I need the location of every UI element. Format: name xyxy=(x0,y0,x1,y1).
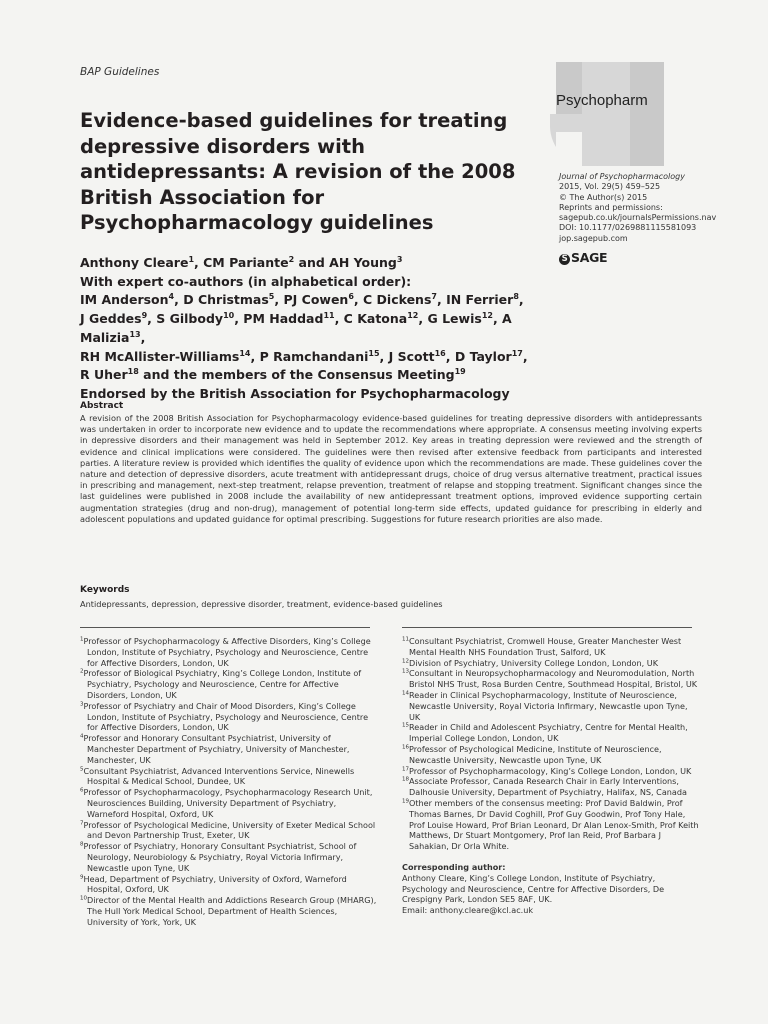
author-line: R Uher$^{18}$ and the members of the Consensus Meeting$^{19}$ xyxy=(80,367,466,383)
publisher-name: SAGE xyxy=(571,250,608,265)
journal-info xyxy=(559,172,716,244)
affiliation: $^{17}$Professor of Psychopharmacology, King’s College London, London, UK xyxy=(402,765,692,776)
copyright: © The Author(s) 2015 xyxy=(559,192,648,202)
affiliation: $^{12}$Division of Psychiatry, University College London, London, UK xyxy=(402,657,659,668)
journal-name: Journal of Psychopharmacology xyxy=(559,172,685,181)
author-line: J Geddes$^9$, S Gilbody$^{10}$, PM Haddad$^{11}$, C Katona$^{12}$, G Lewis$^{12}$, A Malizia$^{13}$, xyxy=(80,310,512,345)
article-title: Evidence-based guidelines for treating depressive disorders with antidepressants: A revision of the 2008 British Association for Psychopharmacology guidelines xyxy=(80,109,516,234)
affiliation: $^{16}$Professor of Psychological Medicine, Institute of Neuroscience, Newcastle University, Newcastle upon Tyne, UK xyxy=(402,743,662,765)
affiliation: $^4$Professor and Honorary Consultant Psychiatrist, University of Manchester Department of Psychiatry, University of Manchester, Manchester, UK xyxy=(80,733,350,765)
affiliation: $^{11}$Consultant Psychiatrist, Cromwell House, Greater Manchester West Mental Health NHS Foundation Trust, Salford, UK xyxy=(402,636,682,657)
footnote-rule-left xyxy=(80,627,370,628)
affiliations-right xyxy=(402,636,700,916)
affiliation: $^{19}$Other members of the consensus meeting: Prof David Baldwin, Prof Thomas Barnes, Dr David Coghill, Prof Guy Goodwin, Prof Tony Hale, Prof Louise Howard, Prof Brian Leonard, Dr Alan Lenox-Smith, Prof Keith Matthews, Dr Stuart Montgomery, Prof Ian Reid, Prof Barbara J Sahakian, Dr Orla White. xyxy=(402,797,699,852)
footnote-rule-right xyxy=(402,627,692,628)
keywords-text: Antidepressants, depression, depressive disorder, treatment, evidence-based guidelines xyxy=(80,599,443,609)
reprints-label: Reprints and permissions: xyxy=(559,202,663,212)
reprints-link[interactable]: sagepub.co.uk/journalsPermissions.nav xyxy=(559,213,717,223)
journal-logo-text: Psychopharm xyxy=(556,92,648,109)
journal-logo xyxy=(556,62,664,166)
affiliations-left xyxy=(80,636,380,928)
affiliation: $^2$Professor of Biological Psychiatry, King’s College London, Institute of Psychiatry, Psychology and Neuroscience, Centre for Affective Disorders, London, UK xyxy=(80,668,362,700)
affiliation: $^1$Professor of Psychopharmacology & Affective Disorders, King’s College London, Institute of Psychiatry, Psychology and Neuroscience, Centre for Affective Disorders, London, UK xyxy=(80,636,371,668)
author-line: IM Anderson$^4$, D Christmas$^5$, PJ Cowen$^6$, C Dickens$^7$, IN Ferrier$^8$, xyxy=(80,292,524,308)
affiliation: $^5$Consultant Psychiatrist, Advanced Interventions Service, Ninewells Hospital & Medical School, Dundee, UK xyxy=(80,765,355,787)
abstract-heading: Abstract xyxy=(80,401,124,411)
sage-mark-icon: S xyxy=(559,254,570,265)
affiliation: $^3$Professor of Psychiatry and Chair of Mood Disorders, King’s College London, Institute of Psychiatry, Psychology and Neuroscience, Centre for Affective Disorders, London, UK xyxy=(80,700,369,733)
affiliation: $^7$Professor of Psychological Medicine, University of Exeter Medical School and Devon Partnership Trust, Exeter, UK xyxy=(80,819,376,841)
publisher-logo xyxy=(559,250,607,265)
keywords-heading: Keywords xyxy=(80,585,130,595)
journal-citation: 2015, Vol. 29(5) 459–525 xyxy=(559,182,661,192)
author-block xyxy=(80,254,560,404)
endorsement: Endorsed by the British Association for Psychopharmacology xyxy=(80,385,510,401)
affiliation: $^6$Professor of Psychopharmacology, Psychopharmacology Research Unit, Neurosciences Building, University Department of Psychiatry, Warneford Hospital, Oxford, UK xyxy=(80,787,373,819)
corresponding-author-email[interactable]: Email: anthony.cleare@kcl.ac.uk xyxy=(402,905,534,916)
series-label: BAP Guidelines xyxy=(80,66,160,78)
abstract-text: A revision of the 2008 British Association for Psychopharmacology evidence-based guidelines for treating depressive disorders with antidepressants was undertaken in order to incorporate new evidence and to update the recommendations where appropriate. A consensus meeting involving experts in depressive disorders and their management was held in September 2012. Key areas in treating depression were reviewed and the strength of evidence and clinical implications were considered. The guidelines were then revised after extensive feedback from participants and interested parties. A literature review is provided which identifies the quality of evidence upon which the recommendations are made. These guidelines cover the nature and detection of depressive disorders, acute treatment with antidepressant drugs, choice of drug versus alternative treatment, practical issues in prescribing and management, next-step treatment, relapse prevention, treatment of relapse and stopping treatment. Significant changes since the last guidelines were published in 2008 include the availability of new antidepressant treatment options, improved evidence supporting certain augmentation strategies (drug and non-drug), management of potential long-term side effects, updated guidance for prescribing in elderly and adolescent populations and updated guidance for optimal prescribing. Suggestions for future research priorities are also made. xyxy=(80,413,702,524)
author-line: Anthony Cleare$^1$, CM Pariante$^2$ and AH Young$^3$ xyxy=(80,254,403,270)
author-line: RH McAllister-Williams$^{14}$, P Ramchandani$^{15}$, J Scott$^{16}$, D Taylor$^{17}$, xyxy=(80,348,528,364)
affiliation: $^{13}$Consultant in Neuropsychopharmacology and Neuromodulation, North Bristol NHS Trust, Rosa Burden Centre, Southmead Hospital, Bristol, UK xyxy=(402,668,698,690)
affiliation: $^{10}$Director of the Mental Health and Addictions Research Group (MHARG), The Hull York Medical School, Department of Health Sciences, University of York, York, UK xyxy=(80,895,377,927)
coauthor-intro: With expert co-authors (in alphabetical order): xyxy=(80,273,412,289)
journal-url[interactable]: jop.sagepub.com xyxy=(559,233,628,243)
doi[interactable]: DOI: 10.1177/0269881115581093 xyxy=(559,223,697,233)
affiliation: $^{15}$Reader in Child and Adolescent Psychiatry, Centre for Mental Health, Imperial College London, London, UK xyxy=(402,722,688,744)
affiliation: $^9$Head, Department of Psychiatry, University of Oxford, Warneford Hospital, Oxford, UK xyxy=(80,873,347,895)
affiliation: $^{14}$Reader in Clinical Psychopharmacology, Institute of Neuroscience, Newcastle University, Royal Victoria Infirmary, Newcastle upon Tyne, UK xyxy=(402,689,688,722)
corresponding-author-address: Anthony Cleare, King’s College London, Institute of Psychiatry, Psychology and Neuroscience, Centre for Affective Disorders, De Crespigny Park, London SE5 8AF, UK. xyxy=(402,872,665,905)
affiliation: $^{18}$Associate Professor, Canada Research Chair in Early Interventions, Dalhousie University, Department of Psychiatry, Halifax, NS, Canada xyxy=(402,776,687,798)
affiliation: $^8$Professor of Psychiatry, Honorary Consultant Psychiatrist, School of Neurology, Neurobiology & Psychiatry, Royal Victoria Infirmary, Newcastle upon Tyne, UK xyxy=(80,841,357,873)
corresponding-author-heading: Corresponding author: xyxy=(402,861,506,872)
